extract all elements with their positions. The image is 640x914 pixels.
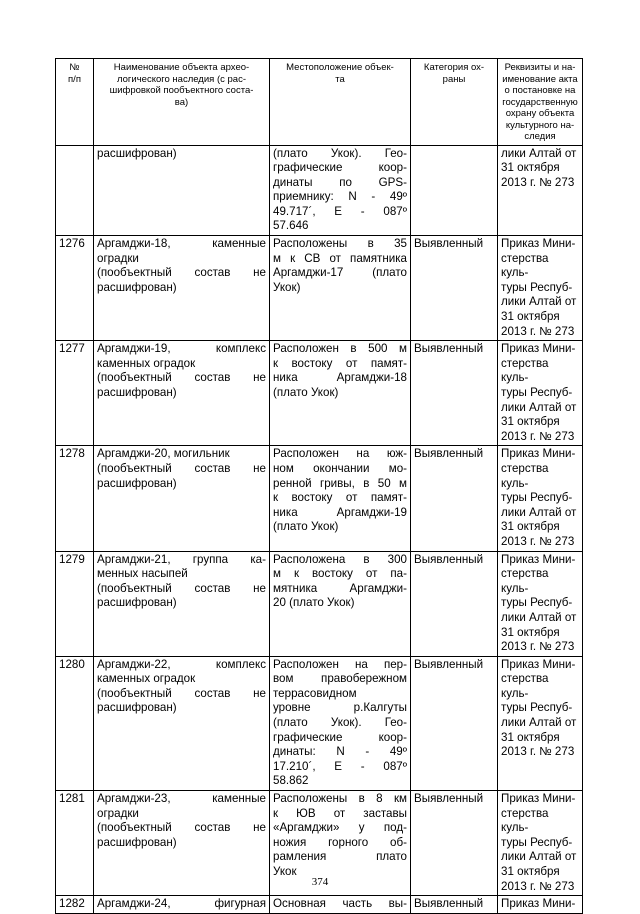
act-details-cell bbox=[498, 896, 583, 914]
row-number bbox=[56, 145, 94, 236]
cell-line: туры Респуб- bbox=[501, 596, 573, 610]
cell-line: м к СВ от памятника bbox=[273, 251, 407, 265]
cell-line: 2013 г. № 273 bbox=[501, 534, 575, 548]
cell-line: Выявленный bbox=[414, 792, 484, 806]
cell-line: (пообъектный состав не bbox=[97, 581, 266, 595]
cell-line: Аргамджи-17 (плато bbox=[273, 266, 407, 280]
cell-line: 31 октября bbox=[501, 625, 560, 639]
cell-line: ника Аргамджи-18 bbox=[273, 371, 407, 385]
cell-line: расшифрован) bbox=[97, 835, 177, 849]
cell-line: расшифрован) bbox=[97, 280, 177, 294]
cell-line: туры Респуб- bbox=[501, 280, 573, 294]
header-line: ва) bbox=[174, 96, 189, 108]
cell-line: стерства куль- bbox=[501, 672, 549, 700]
cell-line: (пообъектный состав не bbox=[97, 266, 266, 280]
cell-line: ренной гривы, в 50 м bbox=[273, 476, 407, 490]
cell-line: Укок) bbox=[273, 280, 301, 294]
cell-line: лики Алтай от bbox=[501, 505, 577, 519]
location-cell bbox=[270, 341, 411, 446]
act-details-cell bbox=[498, 551, 583, 656]
heritage-register-table bbox=[55, 58, 583, 914]
cell-line: туры Респуб- bbox=[501, 835, 573, 849]
object-name-cell bbox=[94, 145, 270, 236]
object-name-cell bbox=[94, 551, 270, 656]
row-number: 1280 bbox=[56, 656, 94, 790]
header-line: шифровкой пообъектного соста- bbox=[109, 85, 254, 96]
cell-line: Расположен на пер- bbox=[273, 657, 407, 671]
cell-line: Аргамджи-19, комплекс bbox=[97, 342, 266, 356]
cell-line: 17.210´, Е - 087º bbox=[273, 759, 407, 773]
header-line: о постановке на bbox=[504, 85, 576, 96]
cell-line: Приказ Мини- bbox=[501, 447, 576, 461]
cell-line: стерства куль- bbox=[501, 806, 549, 835]
category-cell bbox=[411, 446, 498, 551]
cell-line: 31 октября bbox=[501, 161, 560, 175]
cell-line: графические коор- bbox=[273, 161, 407, 175]
cell-line: террасовидном bbox=[273, 686, 357, 700]
object-name-cell bbox=[94, 446, 270, 551]
cell-line: 31 октября bbox=[501, 415, 560, 429]
cell-line: расшифрован) bbox=[97, 386, 177, 399]
cell-line: к востоку от памят- bbox=[273, 491, 407, 505]
cell-line: ника Аргамджи-19 bbox=[273, 505, 407, 519]
cell-line: стерства куль- bbox=[501, 356, 549, 385]
cell-line: Приказ Мини- bbox=[501, 792, 576, 806]
header-line: культурного на- bbox=[505, 119, 575, 131]
table-row bbox=[56, 145, 583, 236]
cell-line: 2013 г. № 273 bbox=[501, 640, 575, 654]
cell-line: туры Респуб- bbox=[501, 386, 573, 399]
cell-line: приемнику: N - 49º bbox=[273, 190, 407, 204]
page-number: 374 bbox=[311, 876, 329, 888]
cell-line: Аргамджи-24, фигурная bbox=[97, 897, 266, 911]
object-name-cell bbox=[94, 896, 270, 914]
act-details-cell bbox=[498, 236, 583, 341]
cell-line: (плато Укок). Гео- bbox=[273, 146, 407, 160]
table-row bbox=[56, 551, 583, 656]
header-line: государственную bbox=[502, 96, 578, 108]
cell-line: 31 октября bbox=[501, 520, 560, 534]
cell-line: Расположены в 8 км bbox=[273, 792, 407, 806]
row-number: 1277 bbox=[56, 341, 94, 446]
cell-line: Аргамджи-23, каменные bbox=[97, 792, 266, 806]
cell-line: 2013 г. № 273 bbox=[501, 324, 575, 338]
header-line: Местоположение объек- bbox=[286, 62, 394, 73]
cell-line: лики Алтай от bbox=[501, 610, 577, 624]
category-cell bbox=[411, 896, 498, 914]
cell-line: оградки bbox=[97, 806, 139, 820]
cell-line: лики Алтай от bbox=[501, 295, 577, 309]
location-cell bbox=[270, 145, 411, 236]
header-protection-category bbox=[411, 59, 498, 146]
header-line: Реквизиты и на- bbox=[504, 62, 576, 73]
row-number: 1279 bbox=[56, 551, 94, 656]
cell-line: стерства куль- bbox=[501, 461, 549, 490]
header-location bbox=[270, 59, 411, 146]
cell-line: (пообъектный состав не bbox=[97, 686, 266, 700]
cell-line: 58.862 bbox=[273, 774, 309, 788]
cell-line: (пообъектный состав не bbox=[97, 371, 266, 385]
category-cell bbox=[411, 551, 498, 656]
cell-line: Основная часть вы- bbox=[273, 897, 407, 911]
cell-line: вом правобережном bbox=[273, 672, 407, 686]
cell-line: Выявленный bbox=[414, 552, 484, 566]
location-cell bbox=[270, 896, 411, 914]
header-line: охрану объекта bbox=[505, 108, 575, 119]
cell-line: (плато Укок) bbox=[273, 520, 339, 534]
cell-line: динаты по GPS- bbox=[273, 175, 407, 189]
cell-line: Выявленный bbox=[414, 342, 484, 356]
table-row bbox=[56, 446, 583, 551]
cell-line: «Аргамджи» у под- bbox=[273, 821, 407, 835]
cell-line: расшифрован) bbox=[97, 146, 177, 160]
cell-line: 2013 г. № 273 bbox=[501, 429, 575, 443]
table-row bbox=[56, 341, 583, 446]
header-number bbox=[56, 59, 94, 146]
cell-line: лики Алтай от bbox=[501, 146, 577, 160]
row-number: 1282 bbox=[56, 896, 94, 914]
header-act-details bbox=[498, 59, 583, 146]
cell-line: Расположена в 300 bbox=[273, 552, 407, 566]
cell-line: 20 (плато Укок) bbox=[273, 596, 355, 610]
cell-line: динаты: N - 49º bbox=[273, 745, 407, 759]
cell-line: Расположен в 500 м bbox=[273, 342, 407, 356]
row-number: 1281 bbox=[56, 791, 94, 896]
cell-line: Выявленный bbox=[414, 657, 484, 671]
cell-line: 2013 г. № 273 bbox=[501, 879, 575, 893]
location-cell bbox=[270, 551, 411, 656]
cell-line: м к востоку от па- bbox=[273, 567, 407, 581]
cell-line: Приказ Мини- bbox=[501, 237, 576, 251]
cell-line: расшифрован) bbox=[97, 596, 177, 610]
cell-line: 2013 г. № 273 bbox=[501, 175, 575, 189]
header-line: раны bbox=[442, 73, 466, 85]
category-cell bbox=[411, 656, 498, 790]
header-line: та bbox=[335, 73, 345, 85]
cell-line: 31 октября bbox=[501, 310, 560, 324]
cell-line: каменных оградок bbox=[97, 356, 196, 370]
object-name-cell bbox=[94, 236, 270, 341]
cell-line: (плато Укок). Гео- bbox=[273, 716, 407, 730]
act-details-cell bbox=[498, 145, 583, 236]
cell-line: менных насыпей bbox=[97, 567, 188, 581]
cell-line: оградки bbox=[97, 251, 139, 265]
header-line: п/п bbox=[68, 73, 81, 85]
cell-line: лики Алтай от bbox=[501, 400, 577, 414]
cell-line: Приказ Мини- bbox=[501, 342, 576, 356]
cell-line: лики Алтай от bbox=[501, 850, 577, 864]
act-details-cell bbox=[498, 341, 583, 446]
category-cell bbox=[411, 145, 498, 236]
cell-line: Выявленный bbox=[414, 897, 484, 911]
object-name-cell bbox=[94, 341, 270, 446]
location-cell bbox=[270, 446, 411, 551]
category-cell bbox=[411, 341, 498, 446]
cell-line: (пообъектный состав не bbox=[97, 461, 266, 475]
category-cell bbox=[411, 236, 498, 341]
header-object-name bbox=[94, 59, 270, 146]
header-line: логического наследия (с рас- bbox=[117, 73, 246, 85]
cell-line: рамления плато bbox=[273, 850, 407, 864]
header-line: следия bbox=[524, 131, 556, 142]
cell-line: стерства куль- bbox=[501, 251, 549, 280]
cell-line: Приказ Мини- bbox=[501, 552, 576, 566]
header-line: Наименование объекта архео- bbox=[113, 62, 250, 73]
cell-line: 49.717´, Е - 087º bbox=[273, 204, 407, 218]
cell-line: Выявленный bbox=[414, 237, 484, 251]
act-details-cell bbox=[498, 446, 583, 551]
cell-line: Приказ Мини- bbox=[501, 657, 576, 671]
cell-line: ножия горного об- bbox=[273, 835, 407, 849]
cell-line: Аргамджи-22, комплекс bbox=[97, 657, 266, 671]
cell-line: Аргамджи-20, могильник bbox=[97, 447, 230, 461]
cell-line: (плато Укок) bbox=[273, 386, 339, 399]
header-line: Категория ох- bbox=[423, 62, 485, 73]
cell-line: уровне р.Калгуты bbox=[273, 701, 407, 715]
object-name-cell bbox=[94, 656, 270, 790]
cell-line: стерства куль- bbox=[501, 567, 549, 595]
header-line: именование акта bbox=[502, 73, 578, 85]
row-number: 1276 bbox=[56, 236, 94, 341]
cell-line: Выявленный bbox=[414, 447, 484, 461]
header-line: № bbox=[69, 62, 80, 73]
cell-line: графические коор- bbox=[273, 730, 407, 744]
cell-line: лики Алтай от bbox=[501, 716, 577, 730]
cell-line: 57.646 bbox=[273, 219, 309, 233]
cell-line: каменных оградок bbox=[97, 672, 196, 686]
cell-line: туры Респуб- bbox=[501, 491, 573, 505]
cell-line: туры Респуб- bbox=[501, 701, 573, 715]
cell-line: 31 октября bbox=[501, 865, 560, 878]
cell-line: 2013 г. № 273 bbox=[501, 745, 575, 759]
cell-line: (пообъектный состав не bbox=[97, 821, 266, 835]
cell-line: расшифрован) bbox=[97, 701, 177, 715]
cell-line: 31 октября bbox=[501, 730, 560, 744]
table-row bbox=[56, 236, 583, 341]
cell-line: ном окончании мо- bbox=[273, 461, 407, 475]
cell-line: Расположены в 35 bbox=[273, 237, 407, 251]
cell-line: Расположен на юж- bbox=[273, 447, 407, 461]
table-row bbox=[56, 656, 583, 790]
act-details-cell bbox=[498, 656, 583, 790]
row-number: 1278 bbox=[56, 446, 94, 551]
cell-line: к востоку от памят- bbox=[273, 356, 407, 370]
cell-line: расшифрован) bbox=[97, 476, 177, 490]
location-cell bbox=[270, 656, 411, 790]
cell-line: мятника Аргамджи- bbox=[273, 581, 407, 595]
table-header-row bbox=[56, 59, 583, 146]
cell-line: Аргамджи-18, каменные bbox=[97, 237, 266, 251]
cell-line: Аргамджи-21, группа ка- bbox=[97, 552, 266, 566]
cell-line: к ЮВ от заставы bbox=[273, 806, 407, 820]
location-cell bbox=[270, 236, 411, 341]
cell-line: Укок bbox=[273, 865, 297, 878]
table-row bbox=[56, 896, 583, 914]
cell-line: Приказ Мини- bbox=[501, 897, 576, 911]
